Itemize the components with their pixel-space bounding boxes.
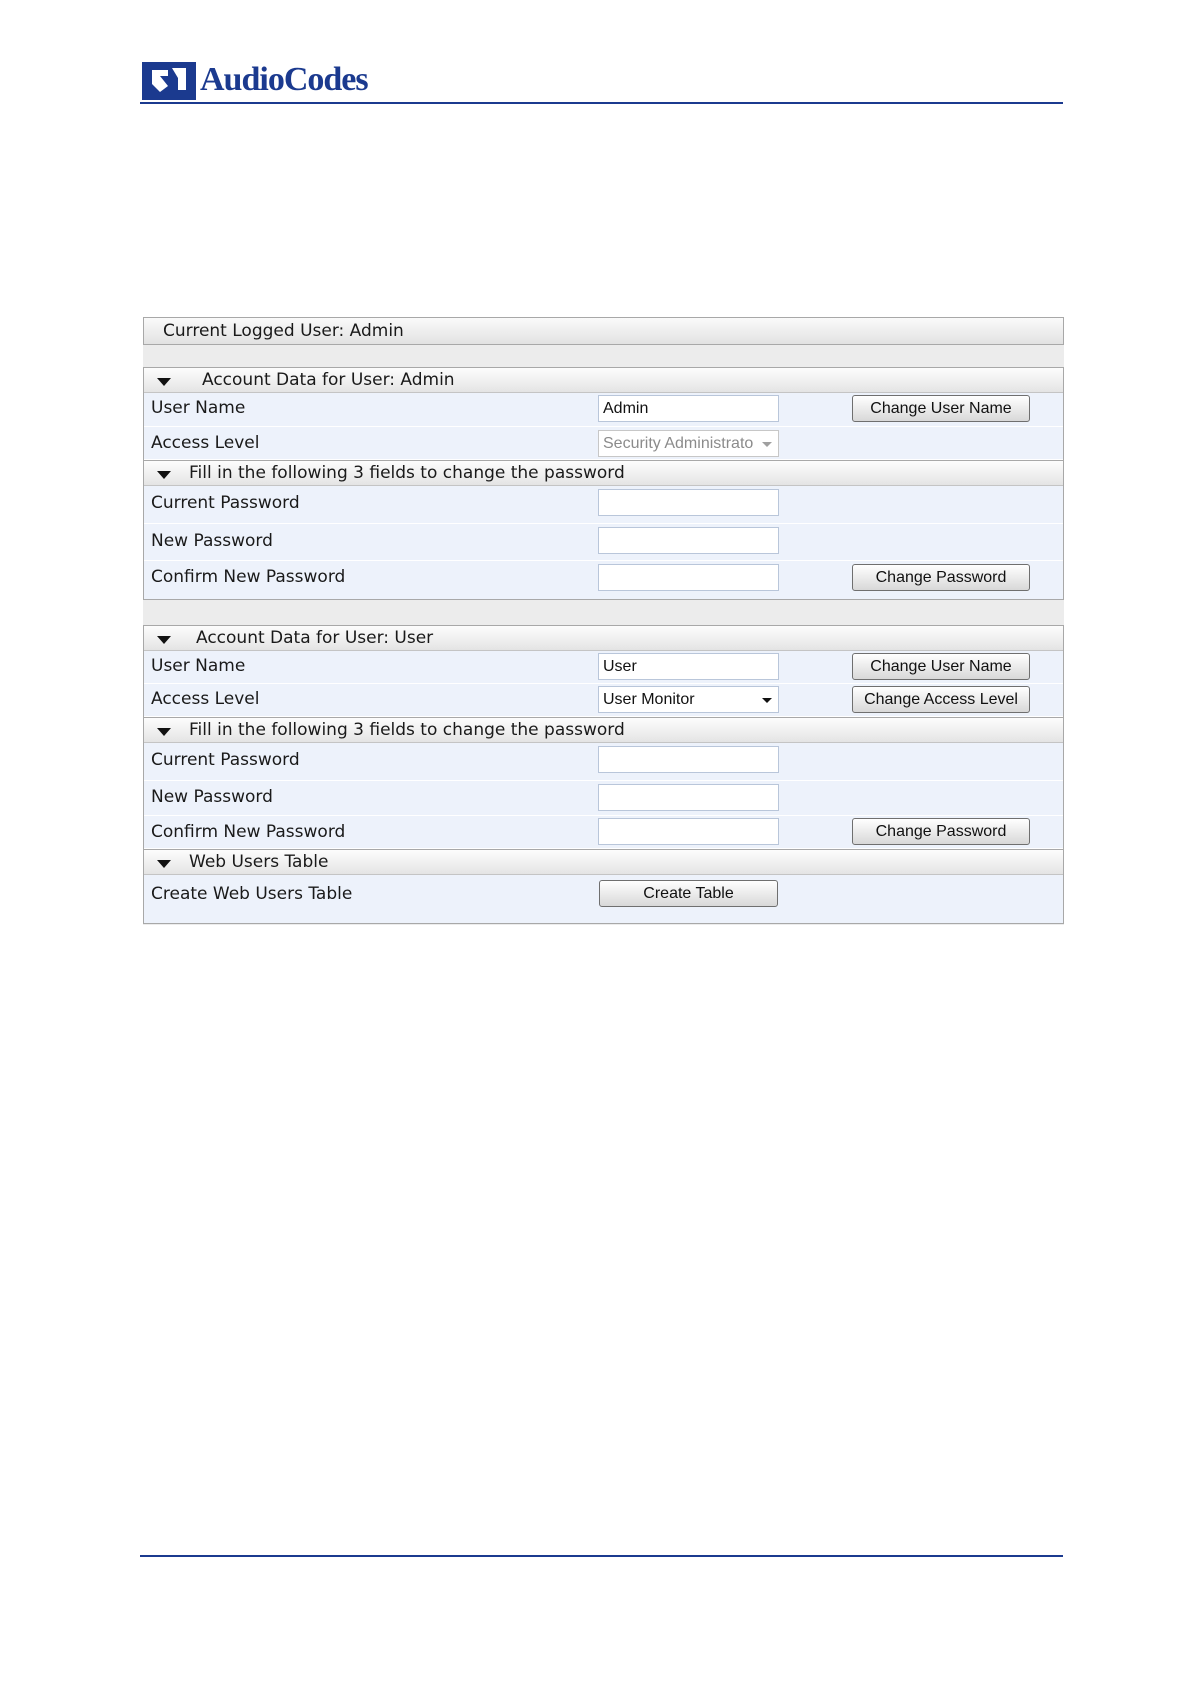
current-logged-user-banner: Current Logged User: Admin (143, 317, 1064, 345)
user-user-name-input[interactable]: User (598, 653, 779, 680)
admin-current-password-row (144, 486, 1063, 524)
admin-access-level-select (598, 430, 779, 457)
user-confirm-password-input[interactable] (598, 818, 779, 845)
admin-account-group (143, 367, 1064, 600)
create-web-users-table-label: Create Web Users Table (151, 884, 353, 904)
confirm-new-password-label: Confirm New Password (151, 567, 346, 587)
user-change-password-button[interactable]: Change Password (852, 818, 1030, 845)
admin-account-header[interactable] (144, 367, 1063, 393)
admin-access-level-row (144, 427, 1063, 460)
footer-rule (140, 1555, 1063, 1557)
chevron-down-icon[interactable] (762, 698, 772, 703)
admin-confirm-password-input[interactable] (598, 564, 779, 591)
user-new-password-row (144, 781, 1063, 816)
collapse-triangle-icon[interactable] (157, 860, 171, 868)
admin-new-password-row (144, 524, 1063, 561)
user-confirm-password-row (144, 816, 1063, 849)
user-account-group (143, 625, 1064, 924)
user-current-password-row (144, 743, 1063, 781)
web-user-accounts-panel (143, 317, 1064, 925)
user-access-level-row (144, 684, 1063, 717)
admin-change-user-name-button[interactable]: Change User Name (852, 395, 1030, 422)
web-users-table-title: Web Users Table (189, 852, 329, 872)
audiocodes-logo (142, 54, 368, 100)
user-change-access-level-button[interactable]: Change Access Level (852, 686, 1030, 713)
user-access-level-value: User Monitor (603, 691, 695, 708)
user-account-header[interactable] (144, 625, 1063, 651)
user-password-header[interactable] (144, 717, 1063, 743)
admin-access-level-value: Security Administrato (603, 435, 754, 452)
user-password-title: Fill in the following 3 fields to change the password (189, 720, 625, 740)
user-name-label: User Name (151, 656, 246, 676)
admin-user-name-row (144, 393, 1063, 427)
admin-confirm-password-row (144, 561, 1063, 599)
collapse-triangle-icon[interactable] (157, 471, 171, 479)
chevron-down-icon (762, 442, 772, 447)
admin-new-password-input[interactable] (598, 527, 779, 554)
user-name-label: User Name (151, 398, 246, 418)
current-password-label: Current Password (151, 493, 300, 513)
current-password-label: Current Password (151, 750, 300, 770)
web-users-table-header[interactable] (144, 849, 1063, 875)
collapse-triangle-icon[interactable] (157, 636, 171, 644)
brand-name: AudioCodes (200, 61, 368, 98)
admin-password-header[interactable] (144, 460, 1063, 486)
collapse-triangle-icon[interactable] (157, 728, 171, 736)
header-rule (140, 102, 1063, 104)
user-current-password-input[interactable] (598, 746, 779, 773)
user-account-title: Account Data for User: User (196, 628, 434, 648)
access-level-label: Access Level (151, 433, 260, 453)
access-level-label: Access Level (151, 689, 260, 709)
create-web-users-table-row (144, 875, 1063, 923)
confirm-new-password-label: Confirm New Password (151, 822, 346, 842)
collapse-triangle-icon[interactable] (157, 378, 171, 386)
user-change-user-name-button[interactable]: Change User Name (852, 653, 1030, 680)
admin-password-title: Fill in the following 3 fields to change the password (189, 463, 625, 483)
audiocodes-logo-icon (142, 60, 196, 100)
user-user-name-row (144, 651, 1063, 684)
new-password-label: New Password (151, 787, 273, 807)
user-access-level-select[interactable] (598, 686, 779, 713)
new-password-label: New Password (151, 531, 273, 551)
admin-change-password-button[interactable]: Change Password (852, 564, 1030, 591)
admin-account-title: Account Data for User: Admin (202, 370, 455, 390)
create-table-button[interactable]: Create Table (599, 880, 778, 907)
user-new-password-input[interactable] (598, 784, 779, 811)
admin-user-name-input[interactable]: Admin (598, 395, 779, 422)
admin-current-password-input[interactable] (598, 489, 779, 516)
